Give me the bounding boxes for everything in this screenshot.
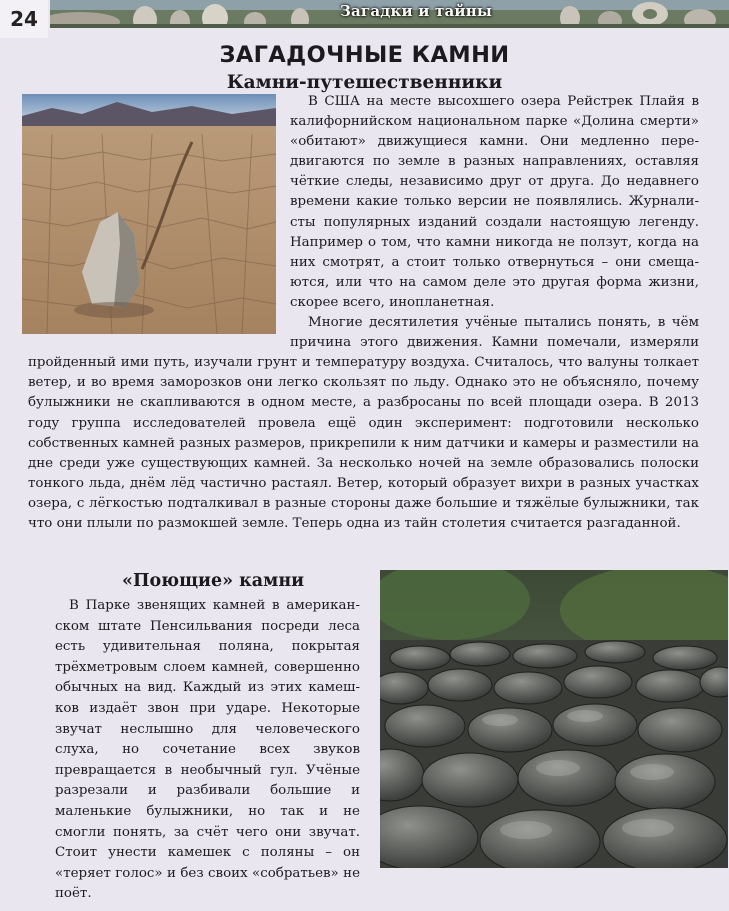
- singing-stones-title: «Поющие» камни: [122, 571, 305, 591]
- article-paragraph-2: Многие десятилетия учёные пытались понять, в чём причина этого движения. Камни помечали, измеряли пройденный ими путь, изучали грунт и температуру воздуха. Считалось, что валуны толкает ветер, и во время заморозков они легко скользят по льду. Однако это не объясняло, почему булыжники не скапливаются в одном месте, а разбросаны по всей площади озера. В 2013 году группа исследователей провела ещё один эксперимент: подготовили несколько собственных камней разных размеров, прикрепили к ним датчики и камеры и разместили на дне среди уже существующих камней. За несколько ночей на земле образовались полоски тонкого льда, днём лёд частично растаял. Ветер, который образует вихри в разных участках озера, с лёгкостью подталкивал в разные стороны даже большие и тяжёлые булыжники, так что они плыли по размокшей земле. Теперь одна из тайн столетия считается разгаданной.: [28, 315, 699, 531]
- singing-stones-body: [55, 596, 360, 905]
- section-label: Загадки и тайны: [340, 2, 493, 20]
- singing-stones-field-illustration: [380, 570, 728, 868]
- singing-stones-paragraph: В Парке звенящих камней в американском штате Пенсильвания посреди леса есть удивительная поляна, покрытая трёхметровым слоем камней, совершенно обычных на вид. Каждый из этих камешков издаёт звон при ударе. Некоторые звучат неслышно для человеческого слуха, но сочетание всех звуков превращается в необычный гул. Учёные разрезали и разбивали большие и маленькие булыжники, но так и не смогли понять, за счёт чего они звучат. Стоит унести камешек с поляны – он «теряет голос» и без своих «собратьев» не поёт.: [55, 598, 360, 902]
- article-paragraph-1: В США на месте высохшего озера Рейстрек Плайя в калифорнийском национальном парке «Долина смерти» «обитают» движущиеся камни. Они медленно передвигаются по земле в разных направлениях, оставляя чёткие следы, независимо друг от друга. До недавнего времени какие только версии не появлялись. Журналисты популярных изданий создали настоящую легенду. Например о том, что камни никогда не ползут, когда на них смотрят, а стоит только отвернуться – они смещаются, или что на самом деле это другая форма жизни, скорее всего, инопланетная.: [290, 94, 699, 310]
- page-title: ЗАГАДОЧНЫЕ КАМНИ: [219, 42, 510, 68]
- page-number: 24: [0, 0, 48, 38]
- desert-moving-stone-illustration: [22, 94, 276, 334]
- header-banner: [50, 0, 729, 28]
- article-subtitle: Камни-путешественники: [226, 72, 503, 93]
- article-body: [28, 92, 699, 534]
